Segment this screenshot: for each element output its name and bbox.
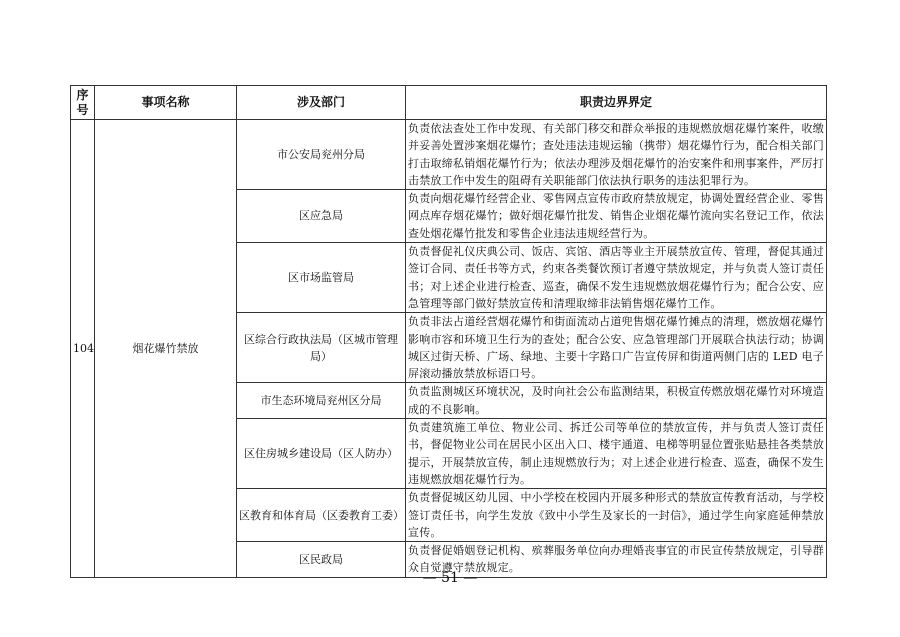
dept-cell: 区民政局 [237,542,406,578]
dept-cell: 区应急局 [237,190,406,243]
dept-cell: 区市场监管局 [237,243,406,313]
dept-cell: 市生态环境局兖州区分局 [237,383,406,419]
duty-cell: 负责非法占道经营烟花爆竹和街面流动占道兜售烟花爆竹摊点的清理，燃放烟花爆竹影响市容和环境卫生行为的查处；配合公安、应急管理部门开展联合执法行动；协调城区过街天桥、广场、绿地、主要十字路口广告宣传屏和街道两侧门店的 LED 电子屏滚动播放禁放标语口号。 [406,313,827,383]
seq-cell: 104 [71,120,95,578]
duty-cell: 负责督促婚姻登记机构、殡葬服务单位向办理婚丧事宜的市民宣传禁放规定，引导群众自觉遵守禁放规定。 [406,542,827,578]
duty-cell: 负责依法查处工作中发现、有关部门移交和群众举报的违规燃放烟花爆竹案件，收缴并妥善处置涉案烟花爆竹；查处违法违规运输（携带）烟花爆竹行为，配合相关部门打击取缔私销烟花爆竹行为；依法办理涉及烟花爆竹的治安案件和刑事案件，严厉打击禁放工作中发生的阻碍有关职能部门依法执行职务的违法犯罪行为。 [406,120,827,190]
duty-cell: 负责向烟花爆竹经营企业、零售网点宣传市政府禁放规定，协调处置经营企业、零售网点库存烟花爆竹；做好烟花爆竹批发、销售企业烟花爆竹流向实名登记工作，依法查处烟花爆竹批发和零售企业违法违规经营行为。 [406,190,827,243]
header-dept: 涉及部门 [237,86,406,120]
dept-cell: 市公安局兖州分局 [237,120,406,190]
duty-cell: 负责建筑施工单位、物业公司、拆迁公司等单位的禁放宣传，并与负责人签订责任书，督促物业公司在居民小区出入口、楼宇通道、电梯等明显位置张贴悬挂各类禁放提示，开展禁放宣传，制止违规燃放行为；对上述企业进行检查、巡查，确保不发生违规燃放烟花爆竹行为。 [406,419,827,489]
table-header-row [71,86,827,120]
duty-cell: 负责督促城区幼儿园、中小学校在校园内开展多种形式的禁放宣传教育活动，与学校签订责任书，向学生发放《致中小学生及家长的一封信》，通过学生向家庭延伸禁放宣传。 [406,489,827,542]
page-number: — 51 — [422,570,478,586]
duty-boundary-table [70,85,827,578]
duty-cell: 负责督促礼仪庆典公司、饭店、宾馆、酒店等业主开展禁放宣传、管理，督促其通过签订合同、责任书等方式，约束各类餐饮预订者遵守禁放规定，并与负责人签订责任书；对上述企业进行检查、巡查，确保不发生违规燃放烟花爆竹行为；配合公安、应急管理等部门做好禁放宣传和清理取缔非法销售烟花爆竹工作。 [406,243,827,313]
table-row [71,120,827,190]
dept-cell: 区住房城乡建设局（区人防办） [237,419,406,489]
header-seq: 序号 [71,86,95,120]
dept-cell: 区综合行政执法局（区城市管理局） [237,313,406,383]
dept-cell: 区教育和体育局（区委教育工委） [237,489,406,542]
header-duty: 职责边界界定 [406,86,827,120]
item-cell: 烟花爆竹禁放 [95,120,237,578]
header-item: 事项名称 [95,86,237,120]
duty-cell: 负责监测城区环境状况，及时向社会公布监测结果，积极宣传燃放烟花爆竹对环境造成的不良影响。 [406,383,827,419]
